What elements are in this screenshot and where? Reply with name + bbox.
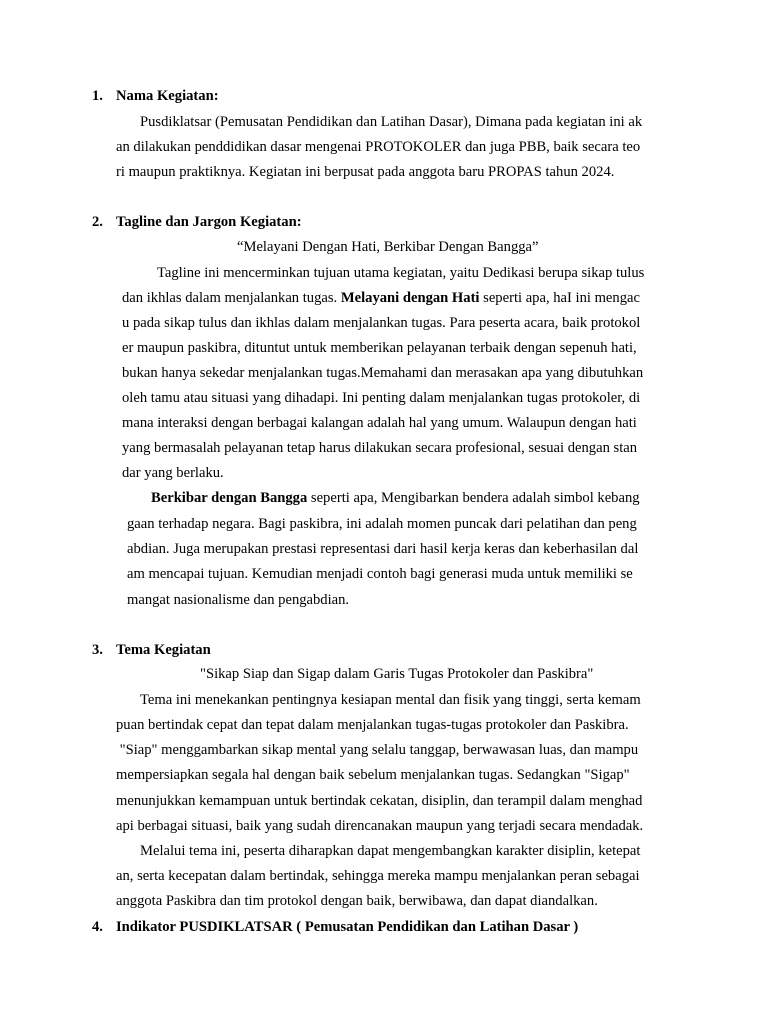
section-3-title: Tema Kegiatan — [116, 642, 211, 658]
section-3-line: Melalui tema ini, peserta diharapkan dapat mengembangkan karakter disiplin, ketepat — [140, 843, 641, 859]
section-2-line: u pada sikap tulus dan ikhlas dalam menjalankan tugas. Para peserta acara, baik protokol — [122, 315, 641, 331]
section-3-line: "Siap" menggambarkan sikap mental yang selalu tanggap, berwawasan luas, dan mampu — [116, 742, 639, 758]
section-3-line: anggota Paskibra dan tim protokol dengan baik, berwibawa, dan dapat diandalkan. — [116, 893, 598, 909]
section-2-line: dan ikhlas dalam menjalankan tugas. Melayani dengan Hati seperti apa, haI ini mengac — [122, 290, 640, 306]
section-3-number: 3. — [92, 642, 103, 658]
section-1-number: 1. — [92, 88, 103, 104]
section-2-line: oleh tamu atau situasi yang dihadapi. Ini penting dalam menjalankan tugas protokoler, di — [122, 390, 641, 406]
theme-quote: "Sikap Siap dan Sigap dalam Garis Tugas Protokoler dan Paskibra" — [200, 666, 594, 682]
section-2-line: dar yang berlaku. — [122, 465, 224, 481]
emphasis-melayani: Melayani dengan Hati — [340, 290, 480, 306]
section-3-line: Tema ini menekankan pentingnya kesiapan mental dan fisik yang tinggi, serta kemam — [140, 692, 641, 708]
section-2-line: Tagline ini mencerminkan tujuan utama kegiatan, yaitu Dedikasi berupa sikap tulus — [157, 265, 645, 281]
tagline-quote: “Melayani Dengan Hati, Berkibar Dengan Bangga” — [237, 239, 539, 255]
section-3-line: puan bertindak cepat dan tepat dalam menjalankan tugas-tugas protokoler dan Paskibra. — [116, 717, 629, 733]
section-3-line: api berbagai situasi, baik yang sudah direncanakan maupun yang terjadi secara mendadak. — [116, 818, 644, 834]
section-2-title: Tagline dan Jargon Kegiatan: — [116, 214, 302, 230]
section-1-title: Nama Kegiatan: — [116, 88, 219, 104]
section-3-line: an, serta kecepatan dalam bertindak, sehingga mereka mampu menjalankan peran sebagai — [116, 868, 640, 884]
section-1-line: ri maupun praktiknya. Kegiatan ini berpusat pada anggota baru PROPAS tahun 2024. — [116, 164, 615, 180]
section-3-line: menunjukkan kemampuan untuk bertindak cekatan, disiplin, dan terampil dalam menghad — [116, 793, 643, 809]
section-2-line: am mencapai tujuan. Kemudian menjadi contoh bagi generasi muda untuk memiliki se — [127, 566, 633, 582]
section-2-line: er maupun paskibra, dituntut untuk memberikan pelayanan terbaik dengan sepenuh hati, — [122, 340, 637, 356]
section-2-line: gaan terhadap negara. Bagi paskibra, ini adalah momen puncak dari pelatihan dan peng — [127, 516, 637, 532]
section-3-line: mempersiapkan segala hal dengan baik sebelum menjalankan tugas. Sedangkan "Sigap" — [116, 767, 630, 783]
section-2-line: abdian. Juga merupakan prestasi representasi dari hasil kerja keras dan keberhasilan dal — [127, 541, 639, 557]
section-1-line: Pusdiklatsar (Pemusatan Pendidikan dan Latihan Dasar), Dimana pada kegiatan ini ak — [140, 114, 643, 130]
section-2-number: 2. — [92, 214, 103, 230]
section-2-line: Berkibar dengan Bangga seperti apa, Mengibarkan bendera adalah simbol kebang — [151, 490, 640, 506]
section-2-line: yang bermasalah pelayanan tetap harus dilakukan secara profesional, sesuai dengan stan — [122, 440, 638, 456]
section-2-line: mangat nasionalisme dan pengabdian. — [127, 592, 350, 608]
section-2-line: bukan hanya sekedar menjalankan tugas.Memahami dan merasakan apa yang dibutuhkan — [122, 365, 644, 381]
section-2-line: mana interaksi dengan berbagai kalangan adalah hal yang umum. Walaupun dengan hati — [122, 415, 637, 431]
section-4-title: Indikator PUSDIKLATSAR ( Pemusatan Pendidikan dan Latihan Dasar ) — [116, 919, 579, 935]
section-1-line: an dilakukan penddidikan dasar mengenai PROTOKOLER dan juga PBB, baik secara teo — [116, 139, 641, 155]
emphasis-berkibar: Berkibar dengan Bangga — [151, 490, 308, 506]
section-4-number: 4. — [92, 919, 103, 935]
